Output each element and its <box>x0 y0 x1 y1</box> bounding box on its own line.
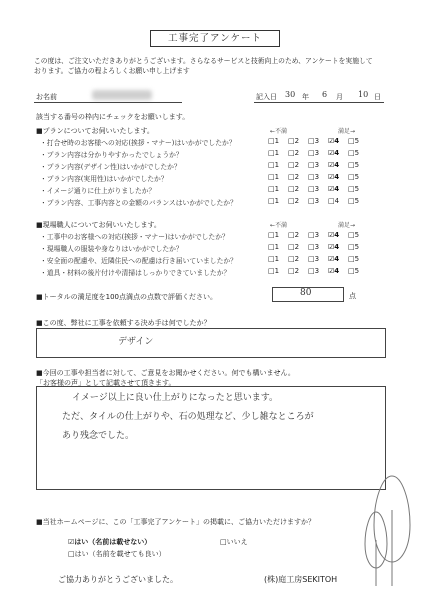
form-title: 工事完了アンケート <box>150 30 280 47</box>
rating-option-2[interactable]: □2 <box>288 243 300 251</box>
rating-option-4-checked[interactable]: ☑4 <box>328 137 340 145</box>
rating-option-5[interactable]: □5 <box>348 267 360 275</box>
plan-question-1: ・打合せ時のお客様への対応(挨拶・マナー)はいかがでしたか？ <box>40 139 236 147</box>
rating-option-4-checked[interactable]: ☑4 <box>328 243 340 251</box>
total-score-unit: 点 <box>349 292 356 300</box>
date-day: 10 <box>358 90 369 99</box>
rating-option-2[interactable]: □2 <box>288 231 300 239</box>
feedback-line-2: ただ、タイルの仕上がりや、石の処理など、少し雑なところが <box>62 412 314 422</box>
rating-option-1[interactable]: □1 <box>268 161 280 169</box>
rating-option-1[interactable]: □1 <box>268 255 280 263</box>
date-label: 記入日 <box>256 93 277 101</box>
rating-option-4[interactable]: □4 <box>328 197 340 205</box>
rating-option-4-checked[interactable]: ☑4 <box>328 161 340 169</box>
plan-rating-4 <box>268 173 378 181</box>
total-score-value: 80 <box>300 288 312 298</box>
rating-option-1[interactable]: □1 <box>268 149 280 157</box>
staff-question-1: ・工事中のお客様への対応(挨拶・マナー)はいかがでしたか？ <box>40 233 229 241</box>
plan-question-6: ・プラン内容、工事内容との金額のバランスはいかがでしたか？ <box>40 199 237 207</box>
rating-option-5[interactable]: □5 <box>348 173 360 181</box>
scale-low-staff: ←不満 <box>270 222 288 229</box>
date-underline <box>254 102 384 103</box>
rating-option-2[interactable]: □2 <box>288 185 300 193</box>
rating-option-1[interactable]: □1 <box>268 173 280 181</box>
tree-illustration-icon <box>362 470 422 588</box>
rating-option-5[interactable]: □5 <box>348 255 360 263</box>
total-score-label: ■トータルの満足度を100点満点の点数で評価ください。 <box>36 293 217 301</box>
rating-option-3[interactable]: □3 <box>308 255 320 263</box>
rating-option-3[interactable]: □3 <box>308 267 320 275</box>
feedback-label: ■今回の工事や担当者に対して、ご意見をお聞かせください。何でも構いません。 <box>36 369 295 377</box>
homepage-consent-label: ■当社ホームページに、この「工事完了アンケート」の掲載に、ご協力いただけますか？ <box>36 518 316 526</box>
rating-option-2[interactable]: □2 <box>288 137 300 145</box>
staff-rating-2 <box>268 243 378 251</box>
date-year: 30 <box>285 90 296 99</box>
rating-option-4-checked[interactable]: ☑4 <box>328 231 340 239</box>
consent-yes-anonymous-checkbox[interactable]: ☑はい（名前は載せない） <box>68 538 152 546</box>
decision-label: ■この度、弊社に工事を依頼する決め手は何でしたか？ <box>36 319 211 327</box>
plan-rating-3 <box>268 161 378 169</box>
plan-question-3: ・プラン内容(デザイン性)はいかがでしたか？ <box>40 163 181 171</box>
rating-option-5[interactable]: □5 <box>348 243 360 251</box>
scale-high-plan: 満足→ <box>338 128 356 135</box>
feedback-line-1: イメージ以上に良い仕上がりになったと思います。 <box>72 393 279 403</box>
company-name: (株)庭工房SEKITOH <box>264 575 338 584</box>
name-label: お名前 <box>36 93 57 101</box>
thanks-text: ご協力ありがとうございました。 <box>58 575 178 584</box>
rating-option-5[interactable]: □5 <box>348 149 360 157</box>
plan-rating-2 <box>268 149 378 157</box>
staff-rating-3 <box>268 255 378 263</box>
consent-no-checkbox[interactable]: □いいえ <box>220 538 248 546</box>
rating-option-5[interactable]: □5 <box>348 231 360 239</box>
rating-option-3[interactable]: □3 <box>308 231 320 239</box>
rating-option-3[interactable]: □3 <box>308 173 320 181</box>
rating-option-2[interactable]: □2 <box>288 149 300 157</box>
consent-yes-with-name-checkbox[interactable]: □はい（名前を載せても良い） <box>68 550 166 558</box>
feedback-line-3: あり残念でした。 <box>62 431 135 441</box>
staff-question-3: ・安全面の配慮や、近隣住民への配慮は行き届いていましたか？ <box>40 257 237 265</box>
rating-option-3[interactable]: □3 <box>308 243 320 251</box>
rating-option-2[interactable]: □2 <box>288 267 300 275</box>
rating-option-1[interactable]: □1 <box>268 243 280 251</box>
rating-option-4-checked[interactable]: ☑4 <box>328 185 340 193</box>
section-staff-heading: ■現場職人についてお伺いいたします。 <box>36 221 161 229</box>
scale-low-plan: ←不満 <box>270 128 288 135</box>
plan-rating-1 <box>268 137 378 145</box>
rating-option-1[interactable]: □1 <box>268 137 280 145</box>
rating-option-5[interactable]: □5 <box>348 161 360 169</box>
rating-option-5[interactable]: □5 <box>348 197 360 205</box>
plan-question-5: ・イメージ通りに仕上がりましたか？ <box>40 187 156 195</box>
plan-question-4: ・プラン内容(実用性)はいかがでしたか？ <box>40 175 168 183</box>
feedback-sub-label: 「お客様の声」として記載させて頂きます。 <box>36 379 176 387</box>
rating-option-3[interactable]: □3 <box>308 149 320 157</box>
plan-rating-6 <box>268 197 378 205</box>
rating-option-5[interactable]: □5 <box>348 185 360 193</box>
rating-option-4-checked[interactable]: ☑4 <box>328 173 340 181</box>
rating-option-2[interactable]: □2 <box>288 197 300 205</box>
rating-option-3[interactable]: □3 <box>308 197 320 205</box>
decision-answer: デザイン <box>118 337 154 347</box>
staff-rating-4 <box>268 267 378 275</box>
rating-option-1[interactable]: □1 <box>268 197 280 205</box>
rating-option-4-checked[interactable]: ☑4 <box>328 149 340 157</box>
intro-line-2: おります。ご協力の程よろしくお願い申し上げます <box>34 67 190 75</box>
intro-line-1: この度は、ご注文いただきありがとうございます。さらなるサービスと技術向上のため、アンケートを実施して <box>34 57 373 65</box>
rating-option-3[interactable]: □3 <box>308 137 320 145</box>
instruction-text: 該当する番号の枠内にチェックをお願いします。 <box>36 113 190 121</box>
staff-rating-1 <box>268 231 378 239</box>
section-plan-heading: ■プランについてお伺いいたします。 <box>36 127 154 135</box>
rating-option-3[interactable]: □3 <box>308 185 320 193</box>
rating-option-2[interactable]: □2 <box>288 173 300 181</box>
rating-option-4-checked[interactable]: ☑4 <box>328 255 340 263</box>
date-month-unit: 月 <box>336 93 343 101</box>
rating-option-4-checked[interactable]: ☑4 <box>328 267 340 275</box>
name-underline <box>34 102 182 103</box>
rating-option-1[interactable]: □1 <box>268 231 280 239</box>
rating-option-2[interactable]: □2 <box>288 255 300 263</box>
date-year-unit: 年 <box>302 93 309 101</box>
decision-answer-box[interactable] <box>36 328 386 358</box>
staff-question-2: ・現場職人の服装や身なりはいかがでしたか？ <box>40 245 183 253</box>
date-month: 6 <box>322 90 328 99</box>
date-day-unit: 日 <box>374 93 381 101</box>
redacted-name <box>92 90 152 100</box>
rating-option-5[interactable]: □5 <box>348 137 360 145</box>
rating-option-2[interactable]: □2 <box>288 161 300 169</box>
rating-option-3[interactable]: □3 <box>308 161 320 169</box>
plan-rating-5 <box>268 185 378 193</box>
scale-high-staff: 満足→ <box>338 222 356 229</box>
plan-question-2: ・プラン内容は分かりやすかったでしょうか？ <box>40 151 183 159</box>
rating-option-1[interactable]: □1 <box>268 267 280 275</box>
rating-option-1[interactable]: □1 <box>268 185 280 193</box>
staff-question-4: ・道具・材料の後片付けや清掃はしっかりできていましたか？ <box>40 269 231 277</box>
